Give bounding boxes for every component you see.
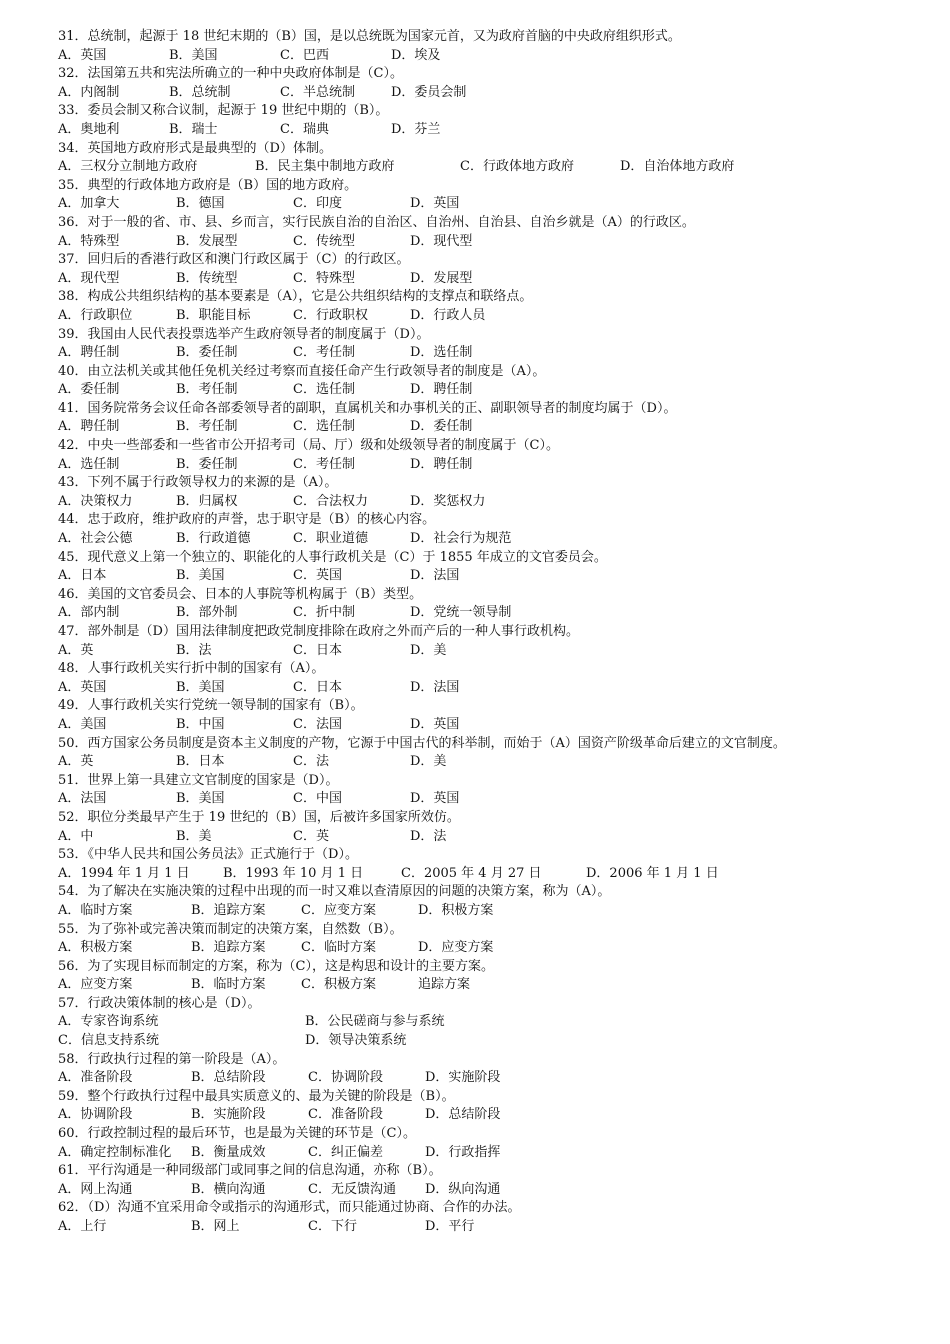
question-57: 57．行政决策体制的核心是（D）。 — [58, 995, 261, 1011]
option-51-2: C．中国 — [293, 791, 342, 807]
option-60-1: B．衡量成效 — [191, 1144, 266, 1160]
option-43-1: B．归属权 — [176, 493, 238, 509]
option-32-0: A．内阁制 — [58, 84, 120, 100]
option-56-3: 追踪方案 — [418, 977, 471, 993]
option-52-1: B．美 — [176, 828, 212, 844]
option-53-0: A．1994 年 1 月 1 日 — [58, 865, 190, 881]
question-51: 51．世界上第一具建立文官制度的国家是（D）。 — [58, 772, 339, 788]
options-37 — [58, 270, 928, 289]
option-40-1: B．考任制 — [176, 382, 238, 398]
option-47-2: C．日本 — [293, 642, 342, 658]
option-47-0: A．英 — [58, 642, 94, 658]
option-54-2: C．应变方案 — [301, 902, 376, 918]
option-32-2: C．半总统制 — [280, 84, 355, 100]
question-58: 58．行政执行过程的第一阶段是（A）。 — [58, 1051, 286, 1067]
options-45 — [58, 567, 928, 586]
question-59: 59．整个行政执行过程中最具实质意义的、最为关键的阶段是（B）。 — [58, 1088, 455, 1104]
option-37-0: A．现代型 — [58, 270, 120, 286]
option-47-3: D．美 — [410, 642, 447, 658]
options-42 — [58, 456, 928, 475]
options-36 — [58, 233, 928, 252]
option-38-1: B．职能目标 — [176, 307, 251, 323]
options-61 — [58, 1181, 928, 1200]
options-41 — [58, 418, 928, 437]
option-45-2: C．英国 — [293, 568, 342, 584]
question-47: 47．部外制是（D）国用法律制度把政党制度排除在政府之外而产后的一种人事行政机构。 — [58, 624, 579, 639]
options-34 — [58, 158, 928, 177]
question-48: 48．人事行政机关实行折中制的国家有（A）。 — [58, 661, 325, 677]
options-52 — [58, 828, 928, 847]
options-49 — [58, 716, 928, 735]
option-39-2: C．考任制 — [293, 345, 355, 361]
option-49-0: A．美国 — [58, 716, 107, 732]
options-58 — [58, 1069, 928, 1088]
option-61-0: A．网上沟通 — [58, 1181, 133, 1197]
option-35-3: D．英国 — [410, 196, 460, 212]
options-40 — [58, 381, 928, 400]
option-58-3: D．实施阶段 — [425, 1070, 501, 1086]
question-41: 41．国务院常务会议任命各部委领导者的副职，直属机关和办事机关的正、副职领导者的制度均属于（D）。 — [58, 400, 677, 416]
options-55 — [58, 939, 928, 958]
question-38: 38．构成公共组织结构的基本要素是（A），它是公共组织结构的支撑点和联络点。 — [58, 289, 533, 305]
option-43-3: D．奖惩权力 — [410, 493, 486, 509]
option-56-1: B．临时方案 — [191, 977, 266, 993]
option-44-1: B．行政道德 — [176, 531, 251, 547]
option-36-1: B．发展型 — [176, 233, 238, 249]
option-32-1: B．总统制 — [169, 84, 231, 100]
question-60: 60．行政控制过程的最后环节，也是最为关键的环节是（C）。 — [58, 1126, 416, 1142]
option-61-2: C．无反馈沟通 — [308, 1181, 396, 1197]
option-53-1: B．1993 年 10 月 1 日 — [223, 865, 364, 881]
option-37-1: B．传统型 — [176, 270, 238, 286]
option-36-0: A．特殊型 — [58, 233, 120, 249]
options-32 — [58, 84, 928, 103]
question-list — [58, 28, 928, 1237]
question-46: 46．美国的文官委员会、日本的人事院等机构属于（B）类型。 — [58, 586, 423, 602]
option-38-2: C．行政职权 — [293, 307, 368, 323]
options-50 — [58, 753, 928, 772]
option-34-1: B．民主集中制地方政府 — [255, 159, 395, 175]
option-49-1: B．中国 — [176, 716, 225, 732]
option-53-3: D．2006 年 1 月 1 日 — [586, 865, 719, 881]
option-41-1: B．考任制 — [176, 419, 238, 435]
options-47 — [58, 642, 928, 661]
option-51-1: B．美国 — [176, 791, 225, 807]
option-59-3: D．总结阶段 — [425, 1107, 501, 1123]
question-61: 61．平行沟通是一种同级部门或同事之间的信息沟通，亦称（B）。 — [58, 1163, 442, 1179]
option-31-1: B．美国 — [169, 47, 218, 63]
option-39-0: A．聘任制 — [58, 345, 120, 361]
option-41-0: A．聘任制 — [58, 419, 120, 435]
options-33 — [58, 121, 928, 140]
option-50-3: D．美 — [410, 754, 447, 770]
option-57-0: C．信息支持系统 — [58, 1033, 159, 1049]
question-62: 62．（D）沟通不宜采用命令或指示的沟通形式，而只能通过协商、合作的办法。 — [58, 1200, 521, 1216]
question-36: 36．对于一般的省、市、县、乡而言，实行民族自治的自治区、自治州、自治县、自治乡就是（A）的行政区。 — [58, 214, 695, 230]
option-32-3: D．委员会制 — [391, 84, 467, 100]
option-58-2: C．协调阶段 — [308, 1070, 383, 1086]
question-44: 44．忠于政府，维护政府的声誉，忠于职守是（B）的核心内容。 — [58, 512, 436, 528]
option-52-2: C．英 — [293, 828, 329, 844]
question-43: 43．下列不属于行政领导权力的来源的是（A）。 — [58, 475, 338, 491]
question-55: 55．为了弥补或完善决策而制定的决策方案，自然数（B）。 — [58, 921, 403, 937]
option-53-2: C．2005 年 4 月 27 日 — [401, 865, 542, 881]
option-52-0: A．中 — [58, 828, 94, 844]
option-55-1: B．追踪方案 — [191, 940, 266, 956]
question-37: 37．回归后的香港行政区和澳门行政区属于（C）的行政区。 — [58, 252, 410, 268]
option-33-2: C．瑞典 — [280, 121, 329, 137]
options-53 — [58, 865, 928, 884]
option-34-3: D．自治体地方政府 — [620, 159, 735, 175]
option-44-0: A．社会公德 — [58, 531, 133, 547]
option-35-1: B．德国 — [176, 196, 225, 212]
options-54 — [58, 902, 928, 921]
option-47-1: B．法 — [176, 642, 212, 658]
option-50-2: C．法 — [293, 754, 329, 770]
options-60 — [58, 1144, 928, 1163]
option-42-3: D．聘任制 — [410, 456, 473, 472]
option-62-3: D．平行 — [425, 1219, 475, 1234]
option-37-2: C．特殊型 — [293, 270, 355, 286]
option-49-3: D．英国 — [410, 716, 460, 732]
option-55-2: C．临时方案 — [301, 940, 376, 956]
options-56 — [58, 976, 928, 995]
question-53: 53．《中华人民共和国公务员法》正式施行于（D）。 — [58, 847, 358, 863]
option-61-3: D．纵向沟通 — [425, 1181, 501, 1197]
option-62-2: C．下行 — [308, 1219, 357, 1234]
option-51-3: D．英国 — [410, 791, 460, 807]
option-34-2: C．行政体地方政府 — [460, 159, 574, 175]
options-35 — [58, 195, 928, 214]
options-39 — [58, 344, 928, 363]
option-60-0: A．确定控制标准化 — [58, 1144, 172, 1160]
option-36-2: C．传统型 — [293, 233, 355, 249]
question-34: 34．英国地方政府形式是最典型的（D）体制。 — [58, 140, 332, 156]
option-42-2: C．考任制 — [293, 456, 355, 472]
option-62-0: A．上行 — [58, 1219, 107, 1234]
option-60-2: C．纠正偏差 — [308, 1144, 383, 1160]
option-43-2: C．合法权力 — [293, 493, 368, 509]
question-42: 42．中央一些部委和一些省市公开招考司（局、厅）级和处级领导者的制度属于（C）。 — [58, 438, 559, 454]
question-33: 33．委员会制又称合议制，起源于 19 世纪中期的（B）。 — [58, 103, 389, 119]
options-46 — [58, 604, 928, 623]
option-57-0: A．专家咨询系统 — [58, 1014, 159, 1030]
option-44-2: C．职业道德 — [293, 531, 368, 547]
option-56-0: A．应变方案 — [58, 977, 133, 993]
option-40-0: A．委任制 — [58, 382, 120, 398]
option-33-3: D．芬兰 — [391, 121, 441, 137]
options-57 — [58, 1013, 928, 1032]
question-31: 31．总统制，起源于 18 世纪末期的（B）国，是以总统既为国家元首，又为政府首脑的中央政府组织形式。 — [58, 29, 681, 44]
option-57-1: B．公民磋商与参与系统 — [305, 1014, 445, 1030]
question-45: 45．现代意义上第一个独立的、职能化的人事行政机关是（C）于 1855 年成立的文官委员会。 — [58, 549, 607, 565]
option-34-0: A．三权分立制地方政府 — [58, 159, 198, 175]
option-31-3: D．埃及 — [391, 47, 441, 63]
option-45-1: B．美国 — [176, 568, 225, 584]
option-54-1: B．追踪方案 — [191, 902, 266, 918]
option-54-3: D．积极方案 — [418, 902, 494, 918]
option-43-0: A．决策权力 — [58, 493, 133, 509]
options-38 — [58, 307, 928, 326]
option-51-0: A．法国 — [58, 791, 107, 807]
option-62-1: B．网上 — [191, 1219, 240, 1234]
option-31-0: A．英国 — [58, 47, 107, 63]
option-58-1: B．总结阶段 — [191, 1070, 266, 1086]
option-57-1: D．领导决策系统 — [305, 1033, 407, 1049]
option-48-3: D．法国 — [410, 679, 460, 695]
options-31 — [58, 47, 928, 66]
option-35-2: C．印度 — [293, 196, 342, 212]
question-50: 50．西方国家公务员制度是资本主义制度的产物，它源于中国古代的科举制，而始于（A）国资产阶级革命后建立的文官制度。 — [58, 735, 786, 751]
option-49-2: C．法国 — [293, 716, 342, 732]
option-33-0: A．奥地利 — [58, 121, 120, 137]
option-58-0: A．准备阶段 — [58, 1070, 133, 1086]
option-48-0: A．英国 — [58, 679, 107, 695]
option-54-0: A．临时方案 — [58, 902, 133, 918]
options-43 — [58, 493, 928, 512]
question-49: 49．人事行政机关实行党统一领导制的国家有（B）。 — [58, 698, 364, 714]
option-60-3: D．行政指挥 — [425, 1144, 501, 1160]
option-61-1: B．横向沟通 — [191, 1181, 266, 1197]
option-41-2: C．选任制 — [293, 419, 355, 435]
question-54: 54．为了解决在实施决策的过程中出现的而一时又难以查清原因的问题的决策方案，称为（A）。 — [58, 884, 611, 900]
option-31-2: C．巴西 — [280, 47, 329, 63]
option-37-3: D．发展型 — [410, 270, 473, 286]
question-56: 56．为了实现目标而制定的方案，称为（C），这是构思和设计的主要方案。 — [58, 958, 494, 974]
option-41-3: D．委任制 — [410, 419, 473, 435]
question-32: 32．法国第五共和宪法所确立的一种中央政府体制是（C）。 — [58, 66, 403, 82]
option-38-0: A．行政职位 — [58, 307, 133, 323]
options-51 — [58, 790, 928, 809]
options-44 — [58, 530, 928, 549]
option-33-1: B．瑞士 — [169, 121, 218, 137]
options-57 — [58, 1032, 928, 1051]
option-40-3: D．聘任制 — [410, 382, 473, 398]
options-62 — [58, 1218, 928, 1237]
option-59-0: A．协调阶段 — [58, 1107, 133, 1123]
option-45-0: A．日本 — [58, 568, 107, 584]
option-39-1: B．委任制 — [176, 345, 238, 361]
option-45-3: D．法国 — [410, 568, 460, 584]
options-48 — [58, 679, 928, 698]
question-35: 35．典型的行政体地方政府是（B）国的地方政府。 — [58, 177, 358, 193]
option-55-0: A．积极方案 — [58, 940, 133, 956]
option-38-3: D．行政人员 — [410, 307, 486, 323]
option-39-3: D．选任制 — [410, 345, 473, 361]
option-52-3: D．法 — [410, 828, 447, 844]
option-55-3: D．应变方案 — [418, 940, 494, 956]
option-35-0: A．加拿大 — [58, 196, 120, 212]
option-59-1: B．实施阶段 — [191, 1107, 266, 1123]
option-50-1: B．日本 — [176, 754, 225, 770]
option-46-1: B．部外制 — [176, 605, 238, 621]
option-50-0: A．英 — [58, 754, 94, 770]
question-39: 39．我国由人民代表投票选举产生政府领导者的制度属于（D）。 — [58, 326, 430, 342]
option-36-3: D．现代型 — [410, 233, 473, 249]
option-59-2: C．准备阶段 — [308, 1107, 383, 1123]
option-42-0: A．选任制 — [58, 456, 120, 472]
option-46-3: D．党统一领导制 — [410, 605, 512, 621]
option-40-2: C．选任制 — [293, 382, 355, 398]
option-42-1: B．委任制 — [176, 456, 238, 472]
option-48-1: B．美国 — [176, 679, 225, 695]
option-56-2: C．积极方案 — [301, 977, 376, 993]
option-46-0: A．部内制 — [58, 605, 120, 621]
option-48-2: C．日本 — [293, 679, 342, 695]
question-40: 40．由立法机关或其他任免机关经过考察而直接任命产生行政领导者的制度是（A）。 — [58, 363, 546, 379]
option-46-2: C．折中制 — [293, 605, 355, 621]
question-52: 52．职位分类最早产生于 19 世纪的（B）国，后被许多国家所效仿。 — [58, 809, 460, 825]
option-44-3: D．社会行为规范 — [410, 531, 512, 547]
options-59 — [58, 1106, 928, 1125]
